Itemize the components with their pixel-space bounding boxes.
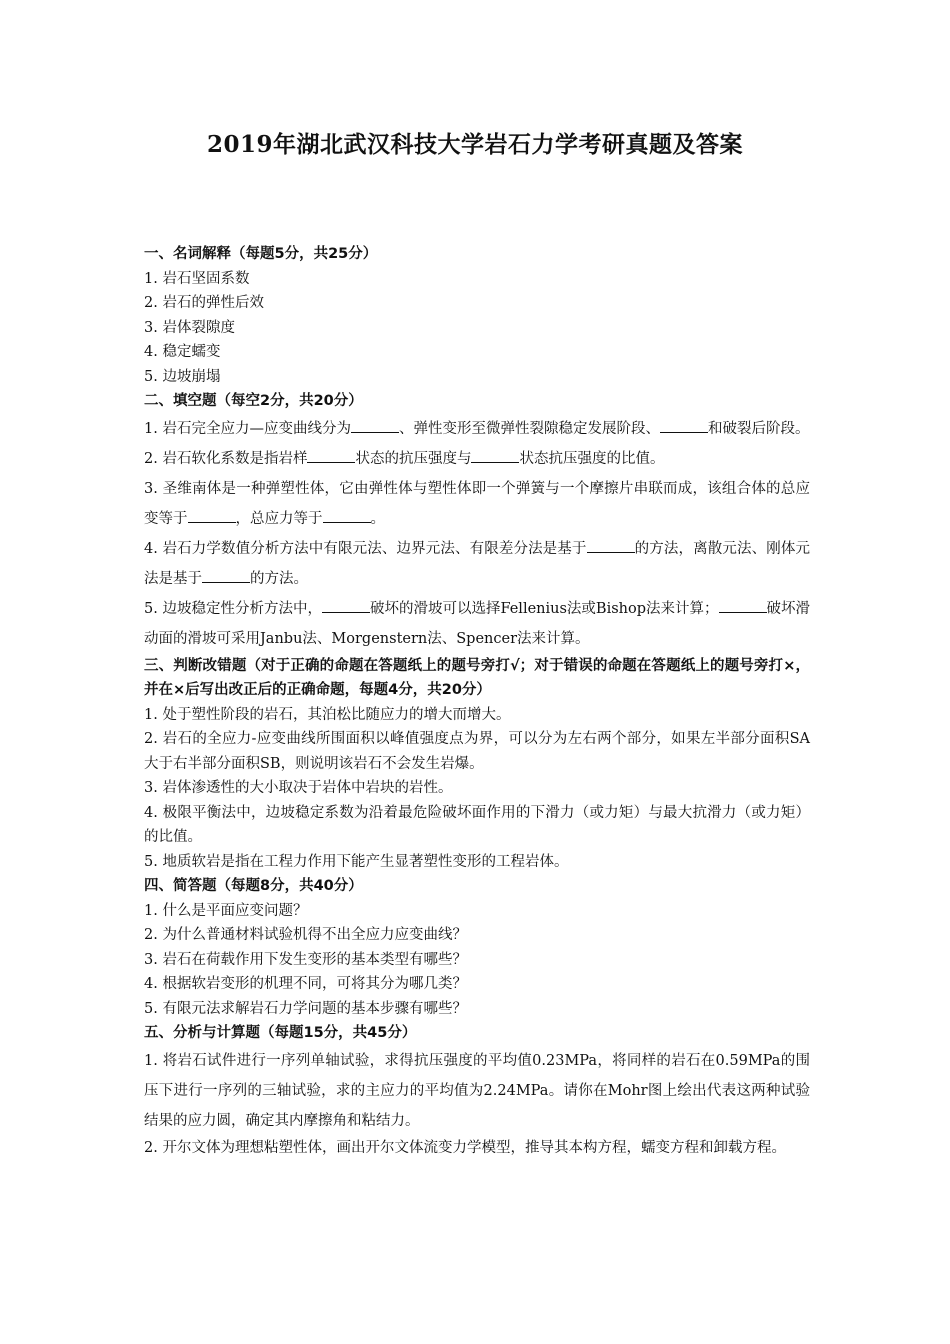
answer-blank — [323, 508, 371, 523]
answer-blank — [307, 448, 355, 463]
document-body — [144, 242, 810, 1160]
answer-blank — [587, 538, 635, 553]
list-item: 2. 开尔文体为理想粘塑性体，画出开尔文体流变力学模型，推导其本构方程，蠕变方程和卸载方程。 — [144, 1139, 786, 1156]
item-text: 。 — [370, 510, 385, 527]
item-text: 破坏的滑坡可以选择Fellenius法或Bishop法来计算； — [369, 600, 719, 617]
answer-blank — [322, 598, 370, 613]
list-item: 5. 有限元法求解岩石力学问题的基本步骤有哪些？ — [144, 1000, 467, 1017]
item-text: ，总应力等于 — [235, 510, 323, 527]
item-text: 5. 边坡稳定性分析方法中， — [144, 600, 322, 617]
fill-blank-item-3 — [144, 474, 810, 534]
list-item: 2. 为什么普通材料试验机得不出全应力应变曲线？ — [144, 927, 467, 943]
item-text: 状态的抗压强度与 — [355, 450, 472, 467]
item-text: 3. 圣维南体是一种弹塑性体，它由弹性体与塑性体即一个弹簧与一个摩擦片串联而成，该组合体的总应变等于 — [144, 480, 810, 527]
item-text: 4. 岩石力学数值分析方法中有限元法、边界元法、有限差分法是基于 — [144, 540, 587, 557]
answer-blank — [471, 448, 519, 463]
item-text: 2. 岩石软化系数是指岩样 — [144, 450, 308, 467]
list-item: 1. 岩石坚固系数 — [144, 270, 250, 287]
list-item: 3. 岩体渗透性的大小取决于岩体中岩块的岩性。 — [144, 780, 453, 796]
answer-blank — [188, 508, 236, 523]
list-item: 2. 岩石的弹性后效 — [144, 295, 264, 311]
list-item: 1. 什么是平面应变问题？ — [144, 902, 308, 919]
fill-blank-item-5 — [144, 594, 810, 654]
item-text: 和破裂后阶段。 — [707, 420, 810, 437]
list-item: 3. 岩体裂隙度 — [144, 319, 235, 336]
list-item: 1. 处于塑性阶段的岩石，其泊松比随应力的增大而增大。 — [144, 706, 511, 723]
section-heading-1: 一、名词解释（每题5分，共25分） — [144, 246, 378, 262]
item-text: 的方法。 — [250, 570, 308, 587]
section-heading-2: 二、填空题（每空2分，共20分） — [144, 393, 363, 409]
answer-blank — [719, 598, 767, 613]
answer-blank — [202, 568, 250, 583]
item-text: 1. 岩石完全应力—应变曲线分为 — [144, 420, 351, 437]
item-text: 破坏滑动面的滑坡可采用Janbu法、Morgenstern法、Spencer法来计算。 — [144, 600, 810, 647]
list-item: 1. 将岩石试件进行一序列单轴试验，求得抗压强度的平均值0.23MPa，将同样的岩石在0.59MPa的围压下进行一序列的三轴试验，求的主应力的平均值为2.24MPa。请你在Mohr图上绘出代表这两种试验结果的应力圆，确定其内摩擦角和粘结力。 — [144, 1052, 810, 1129]
item-text: 状态抗压强度的比值。 — [519, 450, 665, 467]
section-heading-3: 三、判断改错题（对于正确的命题在答题纸上的题号旁打√；对于错误的命题在答题纸上的题号旁打×，并在×后写出改正后的正确命题，每题4分，共20分） — [144, 657, 810, 698]
fill-blank-item-1 — [144, 414, 810, 444]
answer-blank — [660, 418, 708, 433]
list-item: 5. 地质软岩是指在工程力作用下能产生显著塑性变形的工程岩体。 — [144, 853, 569, 870]
list-item: 4. 根据软岩变形的机理不同，可将其分为哪几类？ — [144, 976, 467, 992]
list-item: 5. 边坡崩塌 — [144, 368, 221, 385]
list-item: 2. 岩石的全应力-应变曲线所围面积以峰值强度点为界，可以分为左右两个部分，如果左半部分面积SA大于右半部分面积SB，则说明该岩石不会发生岩爆。 — [144, 731, 810, 772]
item-text: 、弹性变形至微弹性裂隙稳定发展阶段、 — [398, 420, 660, 437]
section-heading-4: 四、简答题（每题8分，共40分） — [144, 878, 363, 894]
fill-blank-item-2 — [144, 444, 810, 474]
fill-blank-item-4 — [144, 534, 810, 594]
answer-blank — [351, 418, 399, 433]
page-title: 2019年湖北武汉科技大学岩石力学考研真题及答案 — [206, 131, 743, 158]
list-item: 4. 极限平衡法中，边坡稳定系数为沿着最危险破坏面作用的下滑力（或力矩）与最大抗滑力（或力矩）的比值。 — [144, 804, 810, 845]
list-item: 3. 岩石在荷载作用下发生变形的基本类型有哪些？ — [144, 951, 467, 968]
item-text: 的方法，离散元法、刚体元法是基于 — [144, 540, 810, 587]
list-item: 4. 稳定蠕变 — [144, 344, 221, 360]
section-heading-5: 五、分析与计算题（每题15分，共45分） — [144, 1025, 417, 1041]
